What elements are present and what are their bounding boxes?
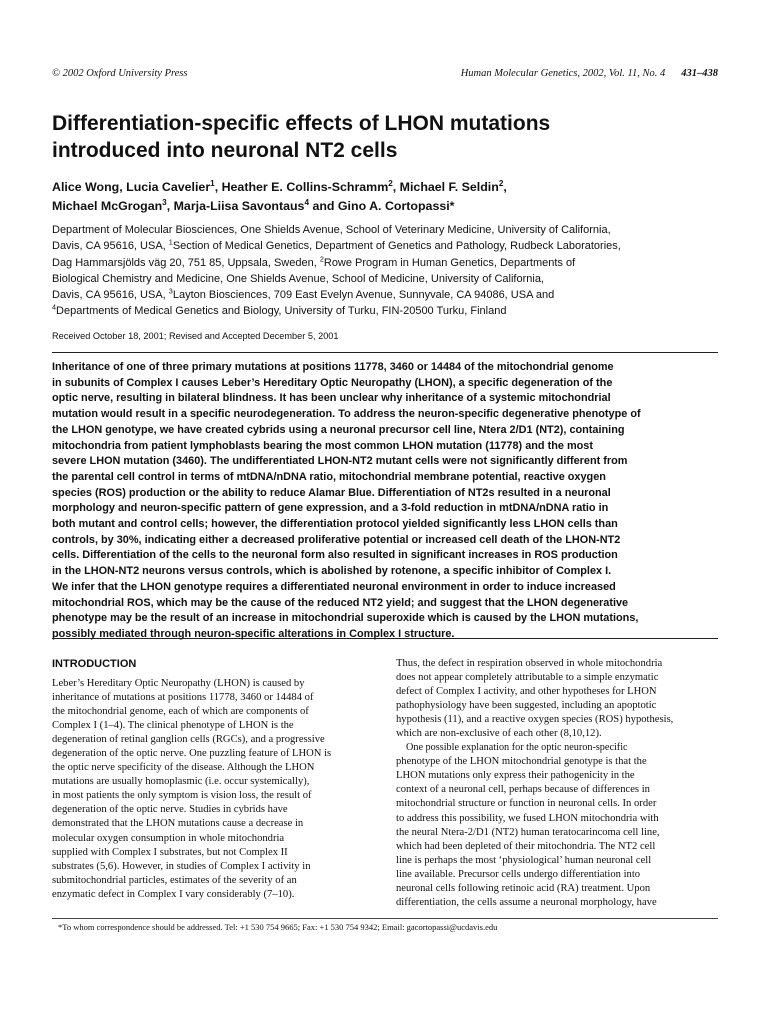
journal-citation [461,68,718,79]
affiliation-marker: 2 [498,178,504,188]
abstract-line: in subunits of Complex I causes Leber’s Hereditary Optic Neuropathy (LHON), a specific degeneration of the [52,376,613,389]
affiliation-marker: 4 [52,302,57,312]
body-line: does not appear completely attributable to a simple enzymatic [396,672,659,684]
affiliation-text: Layton Biosciences, 709 East Evelyn Avenue, Sunnyvale, CA 94086, USA and [172,289,555,302]
body-line: submitochondrial particles, estimates of the severity of an [52,874,297,886]
body-line: line is perhaps the most ‘physiological’ human neuronal cell [396,854,652,866]
body-column-left [52,657,374,902]
affiliation-line: Biological Chemistry and Medicine, One Shields Avenue, School of Medicine, University of California, [52,272,544,285]
affiliation-line [52,255,722,271]
body-line: substrates (5,6). However, in studies of Complex I activity in [52,860,311,872]
abstract-line: cells. Differentiation of the cells to the neuronal form also resulted in significant increases in ROS production [52,549,618,562]
abstract-line: severe LHON mutation (3460). The undifferentiated LHON-NT2 mutant cells were not significantly different from [52,455,628,468]
author-separator: , [503,180,507,194]
affiliation-marker: 4 [304,197,309,207]
body-line: which had been depleted of their mitochondria. The NT2 cell [396,840,656,852]
body-line: neuronal cells following retinoic acid (RA) treatment. Upon [396,882,651,894]
body-line: degeneration of retinal ganglion cells (RGCs), and a progressive [52,734,325,746]
affiliation-text: Departments of Medical Genetics and Biology, University of Turku, FIN-20500 Turku, Finland [56,305,507,318]
affiliation-marker: 1 [210,178,215,188]
abstract-line: morphology and neuron-specific pattern of gene expression, and a 3-fold reduction in mtDNA/nDNA ratio in [52,502,609,515]
body-line: differentiation, the cells assume a neuronal morphology, have [396,896,657,908]
copyright-notice: © 2002 Oxford University Press [52,68,188,79]
body-line: mitochondrial structure or function in neuronal cells. In order [396,798,657,810]
author-name: Michael McGrogan [52,199,163,213]
abstract-line: in the LHON-NT2 neurons versus controls, which is abolished by rotenone, a specific inhibitor of Complex I. [52,565,612,578]
body-line: defect of Complex I activity, and other hypotheses for LHON [396,686,657,698]
body-line: hypothesis (11), and a reactive oxygen species (ROS) hypothesis, [396,714,674,726]
abstract-line: both mutant and control cells; however, the differentiation protocol yielded significantly less LHON cells than [52,518,618,531]
body-line: inheritance of mutations at positions 11778, 3460 or 14484 of [52,692,314,704]
abstract-line: mitochondrial ROS, which may be the cause of the reduced NT2 yield; and suggest that the LHON degenerative [52,596,629,609]
affiliation-text: Davis, CA 95616, USA, [52,240,169,253]
abstract-line: Inheritance of one of three primary mutations at positions 11778, 3460 or 14484 of the mitochondrial genome [52,361,614,373]
body-line: phenotype of the LHON mitochondrial genotype is that the [396,756,647,768]
abstract-line: the parental cell control in terms of mtDNA/nDNA ratio, mitochondrial membrane potential, reactive oxygen [52,470,606,483]
abstract-line: species (ROS) production or the ability to reduce Alamar Blue. Differentiation of NT2s resulted in a neuronal [52,486,611,499]
body-line: the optic nerve specificity of the disease. Although the LHON [52,762,315,774]
title-line: introduced into neuronal NT2 cells [52,139,398,162]
affiliation-text: Section of Medical Genetics, Department of Genetics and Pathology, Rudbeck Laboratories, [172,240,621,253]
body-line: pathophysiology have been suggested, including an apoptotic [396,700,657,712]
body-line: degeneration of the optic nerve. Studies in cybrids have [52,804,288,816]
body-line: mutations are usually homoplasmic (i.e. occur systemically), [52,776,310,788]
abstract-line: possibly mediated through neuron-specific alterations in Complex I structure. [52,627,455,640]
body-line: One possible explanation for the optic neuron-specific [406,742,628,754]
author-name: and Gino A. Cortopassi* [309,199,455,213]
affiliation-line: Department of Molecular Biosciences, One Shields Avenue, School of Veterinary Medicine, University of California, [52,224,611,236]
affiliation-marker: 3 [162,197,167,207]
abstract-bottom-rule [52,638,718,639]
body-line: Leber’s Hereditary Optic Neuropathy (LHON) is caused by [52,678,305,689]
affiliation-text: Rowe Program in Human Genetics, Departments of [323,256,576,269]
body-line: to address this possibility, we fused LHON mitochondria with [396,812,659,824]
affiliation-marker: 1 [168,237,173,247]
abstract-line: mutation would result in a specific neurodegeneration. To address the neuron-specific degenerative phenotype of [52,408,641,421]
body-line: enzymatic defect in Complex I vary considerably (7–10). [52,888,295,900]
title-line: Differentiation-specific effects of LHON mutations [52,112,551,135]
author-row [52,197,718,216]
abstract-line: controls, by 30%, indicating either a decreased proliferative potential or increased cell death of the LHON-NT2 [52,533,621,546]
body-column-right [396,657,718,910]
body-line: molecular oxygen consumption in whole mitochondria [52,832,285,844]
author-name: , Michael F. Seldin [392,180,499,194]
abstract-line: mitochondria from patient lymphoblasts bearing the most common LHON mutation (11778) and the most [52,439,593,452]
body-line: supplied with Complex I substrates, but not Complex II [52,846,288,858]
author-name: , Heather E. Collins-Schramm [214,180,389,194]
body-line: degeneration of the optic nerve. One puzzling feature of LHON is [52,748,332,760]
section-heading: INTRODUCTION [52,658,137,670]
body-line: context of a neuronal cell, perhaps because of differences in [396,784,650,796]
abstract-line: phenotype may be the result of an increase in mitochondrial superoxide which is caused by the LHON mutations, [52,612,639,625]
abstract-line: optic nerve, resulting in bilateral blindness. It has been unclear why inheritance of a systemic mitochondrial [52,392,611,405]
author-name: Lucia Cavelier [126,180,211,194]
body-line: LHON mutations only express their pathogenicity in the [396,770,635,782]
correspondence-footnote: *To whom correspondence should be addressed. Tel: +1 530 754 9665; Fax: +1 530 754 9342; Email: gacortopassi@ucdavis.edu [58,922,498,932]
body-line: which are non-exclusive of each other (8,10,12). [396,728,602,740]
affiliation-text: Davis, CA 95616, USA, [52,289,169,302]
affiliation-text: Dag Hammarsjölds väg 20, 751 85, Uppsala, Sweden, [52,256,320,269]
affiliation-marker: 2 [388,178,393,188]
body-line: line available. Precursor cells undergo differentiation into [396,868,641,880]
affiliations [52,222,722,320]
abstract [52,360,718,643]
author-name: , Marja-Liisa Savontaus [166,199,305,213]
affiliation-marker: 3 [168,286,173,296]
body-line: demonstrated that the LHON mutations cause a decrease in [52,818,304,830]
affiliation-line [52,287,722,303]
affiliation-marker: 2 [319,253,324,263]
article-title [52,110,718,164]
author-list [52,178,718,216]
received-dates: Received October 18, 2001; Revised and Accepted December 5, 2001 [52,331,339,341]
journal-name: Human Molecular Genetics, 2002, Vol. 11, No. 4 [460,68,666,79]
body-line: the mitochondrial genome, each of which are components of [52,706,309,718]
body-line: Thus, the defect in respiration observed in whole mitochondria [396,658,663,669]
author-row [52,178,718,197]
body-line: Complex I (1–4). The clinical phenotype of LHON is the [52,720,294,732]
author-name: Alice Wong, [52,180,127,194]
abstract-line: We infer that the LHON genotype requires a differentiated neuronal environment in order to induce increased [52,580,616,593]
abstract-top-rule [52,352,718,353]
page-range: 431–438 [681,68,718,79]
affiliation-line [52,238,722,254]
abstract-line: the LHON genotype, we have created cybrids using a neuronal precursor cell line, Ntera 2/D1 (NT2), containing [52,423,625,436]
affiliation-line [52,303,722,319]
body-line: in most patients the only symptom is vision loss, the result of [52,790,312,802]
body-line: the neural Ntera-2/D1 (NT2) human teratocarincoma cell line, [396,826,660,838]
running-header [52,68,718,84]
footnote-rule [52,918,718,919]
